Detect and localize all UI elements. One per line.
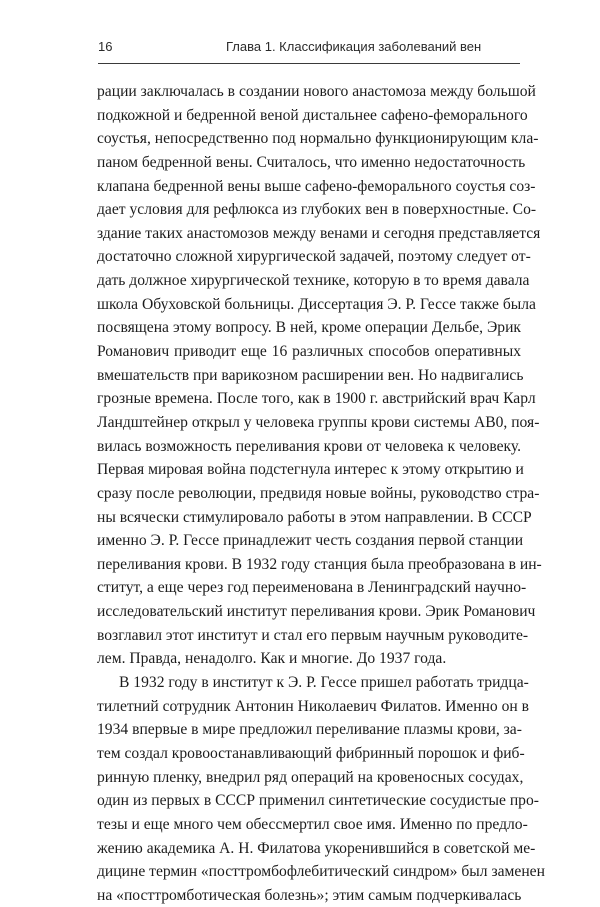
text-line: дать должное хирургической технике, которую в то время давала — [97, 272, 530, 290]
text-line: клапана бедренной вены выше сафено-феморального соустья соз- — [97, 177, 536, 195]
text-line: лем. Правда, ненадолго. Как и многие. До 1937 года. — [97, 650, 447, 668]
text-line: жению академика А. Н. Филатова укоренившийся в советской ме- — [97, 839, 536, 857]
text-line: сразу после революции, предвидя новые войны, руководство стра- — [97, 484, 540, 502]
text-line: ститут, а еще через год переименована в Ленинградский научно- — [97, 579, 527, 597]
text-line: вмешательств при варикозном расширении вен. Но надвигались — [97, 366, 524, 384]
text-line: дает условия для рефлюкса из глубоких вен в поверхностные. Со- — [97, 201, 537, 219]
text-line: В 1932 году в институт к Э. Р. Гессе пришел работать тридца- — [119, 674, 529, 692]
text-line: Романович приводит еще 16 различных способов оперативных — [97, 343, 521, 361]
text-line: исследовательский институт переливания крови. Эрик Романович — [97, 603, 536, 621]
text-line: на «посттромботическая болезнь»; этим самым подчеркивалась — [97, 886, 522, 904]
running-header — [98, 38, 520, 56]
text-line: возглавил этот институт и стал его первым научным руководите- — [97, 626, 529, 644]
text-line: переливания крови. В 1932 году станция была преобразована в ин- — [97, 555, 542, 573]
text-line: паном бедренной вены. Считалось, что именно недостаточность — [97, 153, 526, 171]
text-line: тем создал кровоостанавливающий фибринный порошок и фиб- — [97, 744, 525, 762]
text-line: Первая мировая война подстегнула интерес к этому открытию и — [97, 461, 524, 479]
chapter-title: Глава 1. Классификация заболеваний вен — [226, 39, 482, 54]
page-number: 16 — [98, 39, 113, 54]
text-line: один из первых в СССР применил синтетические сосудистые про- — [97, 792, 539, 810]
text-line: подкожной и бедренной веной дистальнее сафено-феморального — [97, 106, 528, 124]
text-line: посвящена этому вопросу. В ней, кроме операции Дельбе, Эрик — [97, 319, 521, 337]
text-line: грозные времена. После того, как в 1900 г. австрийский врач Карл — [97, 390, 536, 408]
text-line: достаточно сложной хирургической задачей, поэтому следует от- — [97, 248, 531, 266]
text-line: здание таких анастомозов между венами и сегодня представляется — [97, 224, 541, 242]
text-line: соустья, непосредственно под нормально функционирующим кла- — [97, 130, 539, 148]
text-line: рации заключалась в создании нового анастомоза между большой — [97, 83, 536, 100]
paragraph — [97, 80, 542, 671]
text-line: ринную пленку, внедрил ряд операций на кровеносных сосудах, — [97, 768, 524, 786]
header-rule — [98, 63, 520, 64]
text-line: дицине термин «посттромбофлебитический синдром» был заменен — [97, 863, 545, 881]
body-text — [97, 80, 545, 907]
text-line: именно Э. Р. Гессе принадлежит честь создания первой станции — [97, 532, 524, 550]
paragraph — [97, 671, 545, 907]
text-line: ны всячески стимулировало работы в этом направлении. В СССР — [97, 508, 532, 526]
text-line: 1934 впервые в мире предложил переливание плазмы крови, за- — [97, 721, 522, 739]
text-line: тезы и еще много чем обессмертил свое имя. Именно по предло- — [97, 815, 528, 833]
text-line: вилась возможность переливания крови от человека к человеку. — [97, 437, 521, 455]
text-line: тилетний сотрудник Антонин Николаевич Филатов. Именно он в — [97, 697, 530, 715]
text-line: школа Обуховской больницы. Диссертация Э. Р. Гессе также была — [97, 295, 536, 313]
text-line: Ландштейнер открыл у человека группы крови системы AB0, поя- — [97, 413, 540, 431]
